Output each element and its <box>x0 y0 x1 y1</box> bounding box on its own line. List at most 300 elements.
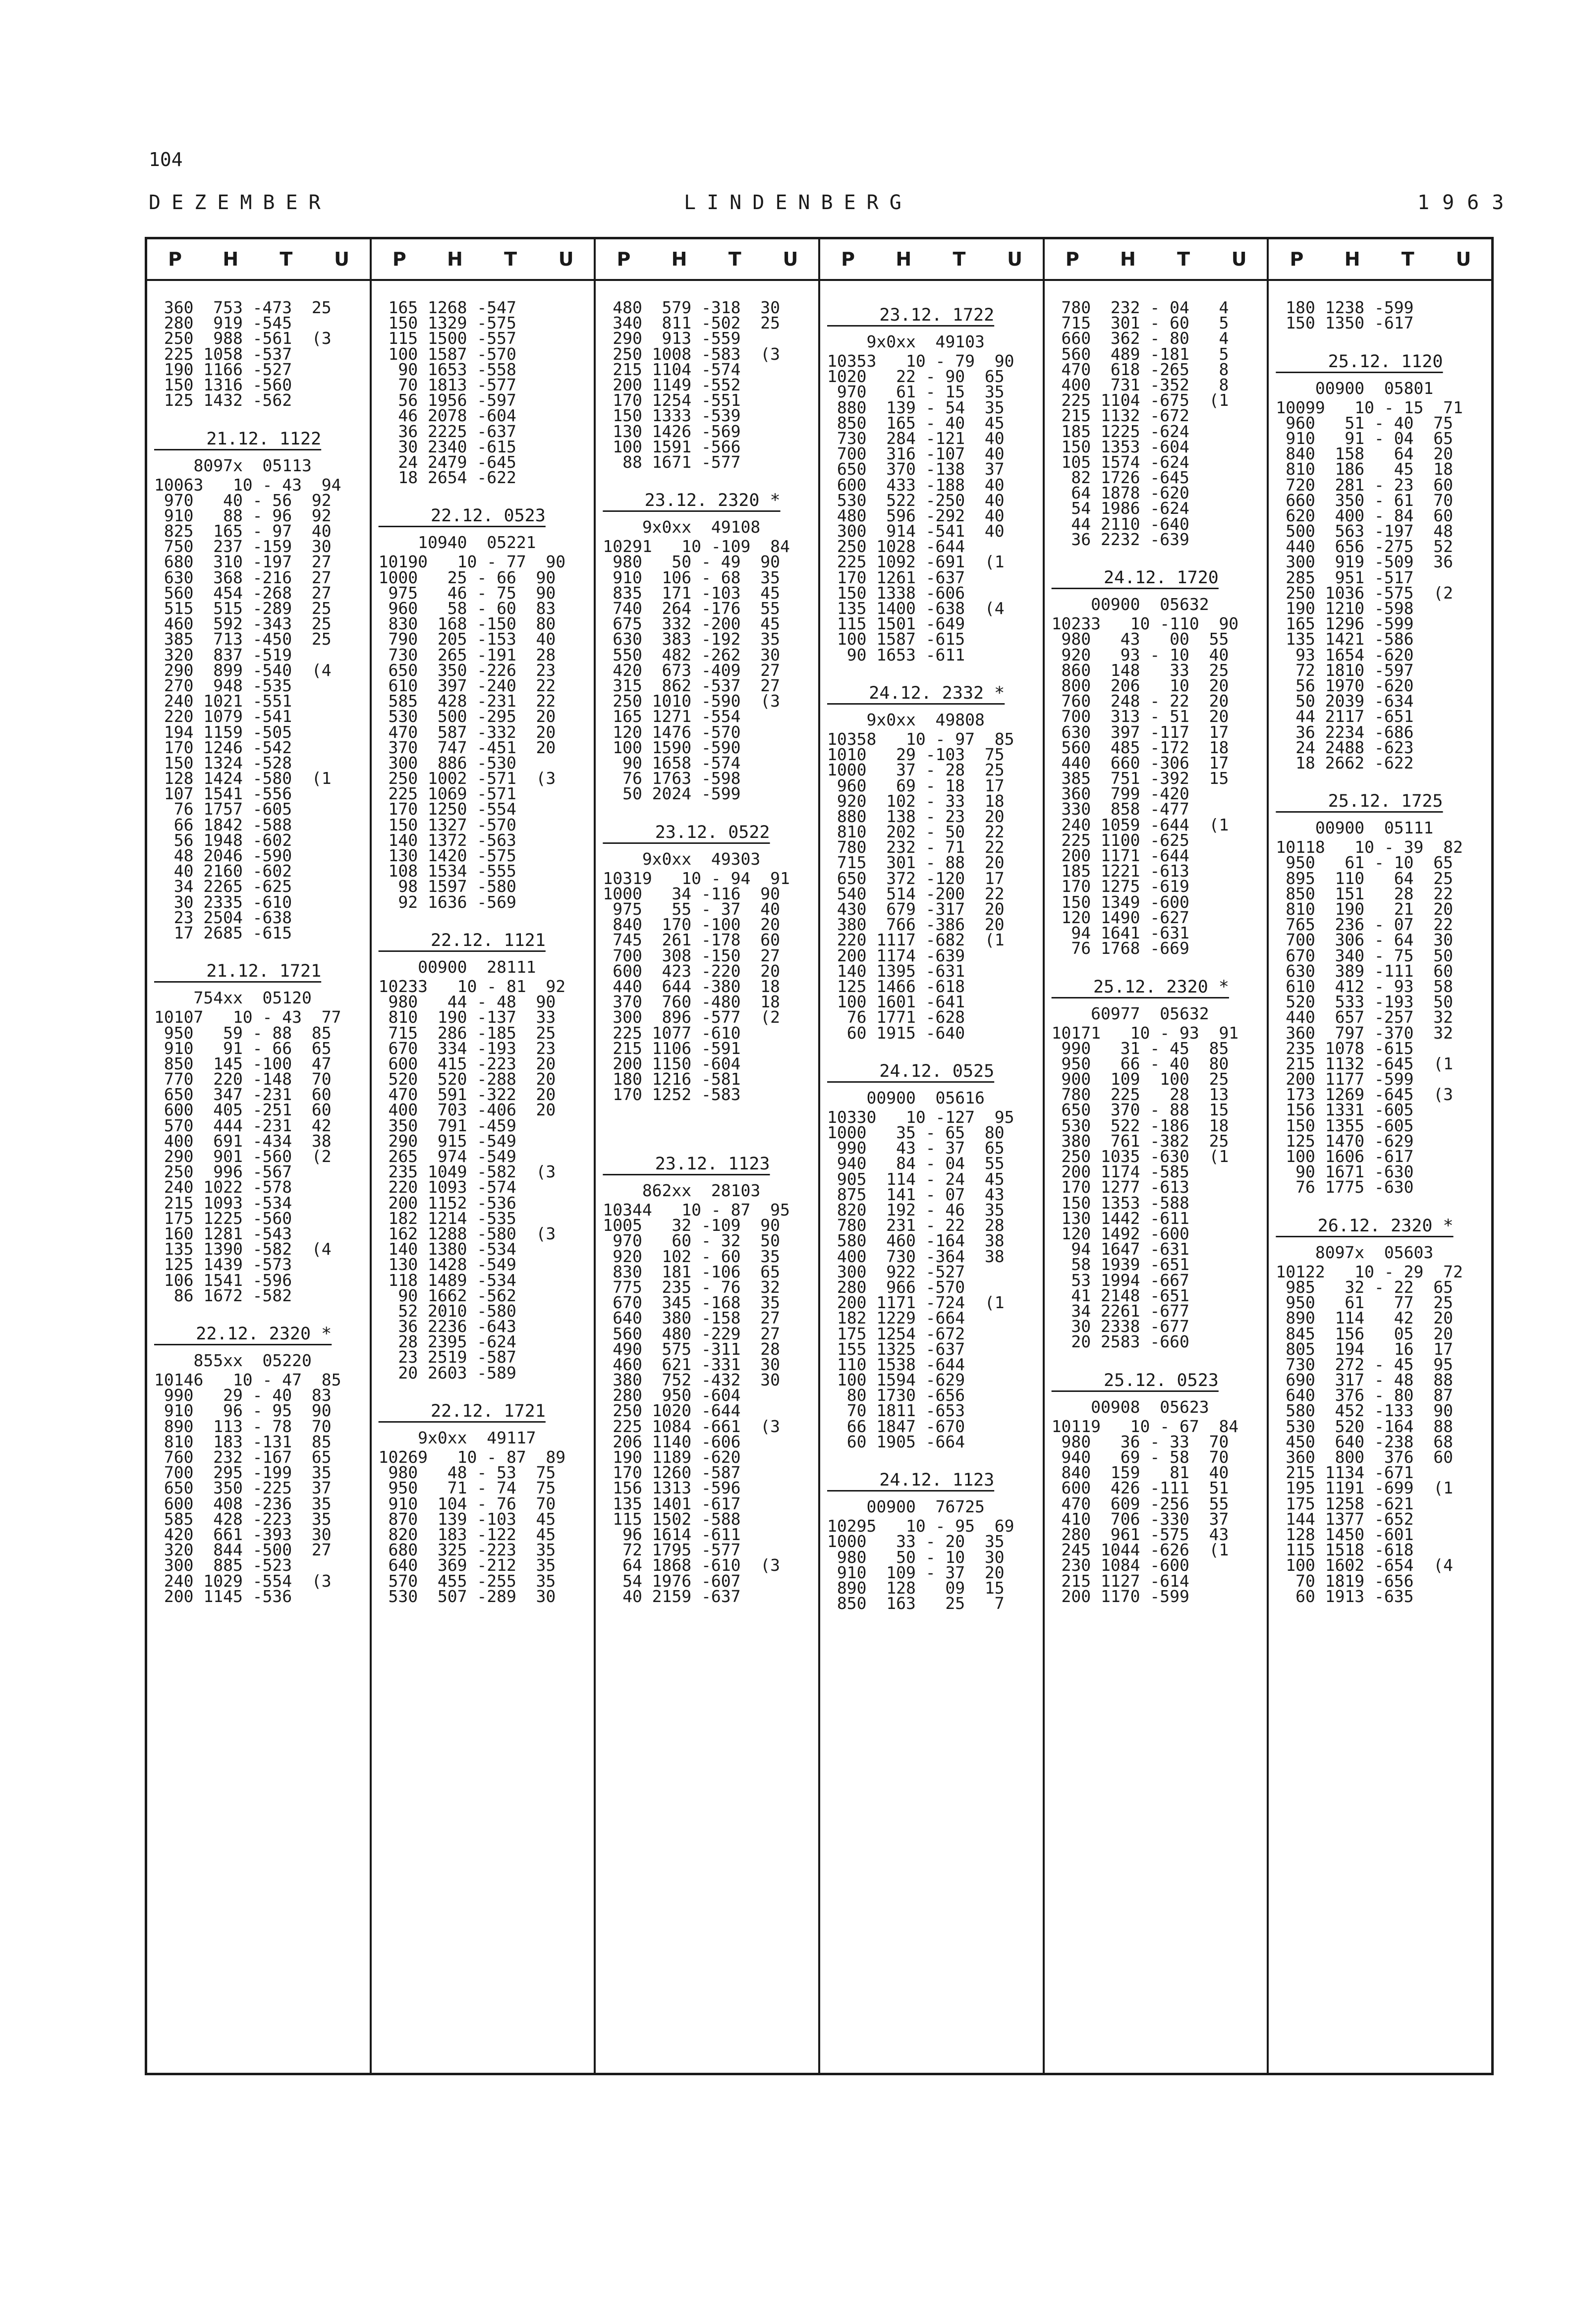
data-row: 820 183 -122 45 <box>378 1524 556 1544</box>
data-row: 560 454 -268 27 <box>154 583 332 603</box>
data-row: 150 1350 -617 <box>1276 313 1414 333</box>
data-row: 10118 10 - 39 82 <box>1276 837 1463 857</box>
data-row: 200 1145 -536 <box>154 1586 292 1606</box>
data-row: 530 507 -289 30 <box>378 1586 556 1606</box>
data-row: 290 901 -560 (2 <box>154 1147 332 1166</box>
data-row: 585 428 -231 22 <box>378 691 556 711</box>
station-id: 9x0xx 49108 <box>603 517 761 537</box>
data-row: 470 591 -322 20 <box>378 1085 556 1105</box>
spacer <box>827 663 1036 678</box>
data-row: 890 128 09 15 <box>827 1578 1005 1598</box>
spacer <box>1052 1349 1260 1365</box>
data-row: 66 1842 -588 <box>154 815 292 834</box>
data-row: 460 621 -331 30 <box>603 1354 780 1374</box>
data-row: 162 1288 -580 (3 <box>378 1223 556 1243</box>
data-row: 315 862 -537 27 <box>603 675 780 695</box>
data-row: 72 1795 -577 <box>603 1540 741 1560</box>
data-row: 985 32 - 22 65 <box>1276 1277 1453 1297</box>
data-row: 1020 22 - 90 65 <box>827 367 1005 387</box>
data-row: 40 2160 -602 <box>154 861 292 881</box>
spacer <box>1276 1195 1484 1211</box>
data-row: 10319 10 - 94 91 <box>603 868 790 888</box>
data-row: 150 1355 -605 <box>1276 1115 1414 1135</box>
data-row: 440 644 -380 18 <box>603 976 780 996</box>
data-row: 90 1662 -562 <box>378 1285 516 1305</box>
data-row: 10122 10 - 29 72 <box>1276 1262 1463 1281</box>
data-row: 890 114 42 20 <box>1276 1308 1453 1328</box>
data-row: 600 426 -111 51 <box>1051 1478 1229 1498</box>
sounding-header: 24.12. 0525 <box>827 1061 995 1081</box>
spacer <box>603 801 811 817</box>
data-row: 895 110 64 25 <box>1276 868 1453 888</box>
data-row: 76 1768 -669 <box>1051 939 1189 958</box>
data-row: 850 163 25 7 <box>827 1594 1005 1613</box>
data-row: 940 69 - 58 70 <box>1051 1447 1229 1467</box>
data-row: 18 2662 -622 <box>1276 753 1414 773</box>
data-row: 240 1059 -644 (1 <box>1051 815 1229 834</box>
data-row: 250 1035 -630 (1 <box>1051 1147 1229 1166</box>
data-row: 190 1166 -527 <box>154 359 292 379</box>
data-row: 185 1225 -624 <box>1051 421 1189 441</box>
data-row: 215 1132 -645 (1 <box>1276 1053 1453 1073</box>
data-row: 730 272 - 45 95 <box>1276 1354 1453 1374</box>
data-row: 100 1591 -566 <box>603 437 741 456</box>
data-row: 640 369 -212 35 <box>378 1555 556 1575</box>
data-row: 200 1174 -639 <box>827 945 965 965</box>
column-header-label: U <box>1231 248 1247 270</box>
sounding-header: 25.12. 0523 <box>1051 1370 1219 1390</box>
spacer <box>379 485 587 500</box>
data-row: 125 1432 -562 <box>154 390 292 410</box>
data-row: 600 433 -188 40 <box>827 475 1005 495</box>
data-row: 50 2024 -599 <box>603 784 741 804</box>
data-row: 90 1658 -574 <box>603 753 741 773</box>
data-row: 115 1500 -557 <box>378 329 516 348</box>
data-row: 530 520 -164 88 <box>1276 1416 1453 1436</box>
data-row: 875 141 - 07 43 <box>827 1184 1005 1204</box>
data-row: 130 1420 -575 <box>378 846 516 865</box>
data-row: 400 730 -364 38 <box>827 1246 1005 1266</box>
data-row: 650 350 -225 37 <box>154 1478 332 1498</box>
data-row: 225 1069 -571 <box>378 784 516 804</box>
data-row: 870 139 -103 45 <box>378 1509 556 1529</box>
sounding-data-table <box>145 237 1494 2075</box>
column-header <box>596 239 818 281</box>
data-row: 170 1254 -551 <box>603 390 741 410</box>
data-row: 910 96 - 95 90 <box>154 1401 332 1421</box>
data-row: 180 1238 -599 <box>1276 298 1414 317</box>
station-id: 9x0xx 49808 <box>827 710 985 729</box>
data-row: 82 1726 -645 <box>1051 468 1189 488</box>
data-row: 150 1333 -539 <box>603 406 741 426</box>
data-row: 30 2335 -610 <box>154 892 292 912</box>
data-row: 970 61 - 15 35 <box>827 382 1005 402</box>
data-row: 300 896 -577 (2 <box>603 1007 780 1027</box>
data-row: 570 444 -231 42 <box>154 1115 332 1135</box>
data-row: 10171 10 - 93 91 <box>1051 1023 1239 1043</box>
data-row: 36 2236 -643 <box>378 1317 516 1336</box>
data-row: 340 811 -502 25 <box>603 313 780 333</box>
sounding-header: 23.12. 1722 <box>827 305 995 325</box>
data-row: 170 1261 -637 <box>827 567 965 587</box>
data-row: 105 1574 -624 <box>1051 452 1189 472</box>
column-header-label: U <box>783 248 798 270</box>
data-row: 165 1271 -554 <box>603 707 741 726</box>
data-row: 76 1771 -628 <box>827 1007 965 1027</box>
data-row: 830 168 -150 80 <box>378 614 556 634</box>
data-row: 910 104 - 76 70 <box>378 1494 556 1513</box>
data-row: 700 306 - 64 30 <box>1276 930 1453 950</box>
data-row: 1000 35 - 65 80 <box>827 1123 1005 1143</box>
data-row: 60 1905 -664 <box>827 1432 965 1451</box>
data-row: 206 1140 -606 <box>603 1432 741 1451</box>
spacer <box>379 910 587 925</box>
table-column <box>1045 239 1269 2073</box>
spacer <box>154 941 363 956</box>
data-row: 630 383 -192 35 <box>603 629 780 649</box>
table-column <box>596 239 820 2073</box>
column-header-label: T <box>953 248 966 270</box>
data-row: 225 1092 -691 (1 <box>827 552 1005 572</box>
data-row: 115 1501 -649 <box>827 614 965 634</box>
data-row: 780 232 - 04 4 <box>1051 298 1229 317</box>
data-row: 135 1401 -617 <box>603 1494 741 1513</box>
data-row: 975 46 - 75 90 <box>378 583 556 603</box>
data-row: 880 139 - 54 35 <box>827 397 1005 417</box>
data-row: 30 2338 -677 <box>1051 1317 1189 1336</box>
spacer <box>1276 331 1484 346</box>
data-row: 98 1597 -580 <box>378 877 516 896</box>
data-row: 650 372 -120 17 <box>827 868 1005 888</box>
data-row: 20 2603 -589 <box>378 1363 516 1383</box>
data-row: 360 753 -473 25 <box>154 298 332 317</box>
data-row: 220 1117 -682 (1 <box>827 930 1005 950</box>
data-row: 76 1775 -630 <box>1276 1177 1414 1197</box>
table-column <box>1269 239 1491 2073</box>
data-row: 905 114 - 24 45 <box>827 1169 1005 1189</box>
table-column <box>820 239 1045 2073</box>
data-row: 56 1956 -597 <box>378 390 516 410</box>
data-row: 240 1021 -551 <box>154 691 292 711</box>
data-row: 420 661 -393 30 <box>154 1524 332 1544</box>
column-header-label: P <box>1065 248 1079 270</box>
column-header-label: T <box>280 248 293 270</box>
data-row: 250 1020 -644 <box>603 1401 741 1421</box>
data-row: 940 84 - 04 55 <box>827 1154 1005 1173</box>
data-row: 17 2685 -615 <box>154 923 292 942</box>
sounding-header: 26.12. 2320 * <box>1276 1216 1454 1236</box>
station-id: 9x0xx 49303 <box>603 849 761 869</box>
data-row: 20 2583 -660 <box>1051 1332 1189 1352</box>
data-row: 285 951 -517 <box>1276 567 1414 587</box>
data-row: 680 325 -223 35 <box>378 1540 556 1560</box>
data-row: 350 791 -459 <box>378 1115 516 1135</box>
data-row: 500 563 -197 48 <box>1276 521 1453 541</box>
data-row: 950 61 77 25 <box>1276 1293 1453 1313</box>
data-row: 675 332 -200 45 <box>603 614 780 634</box>
data-row: 530 522 -186 18 <box>1051 1115 1229 1135</box>
data-row: 730 265 -191 28 <box>378 645 556 664</box>
data-row: 110 1538 -644 <box>827 1354 965 1374</box>
data-row: 160 1281 -543 <box>154 1223 292 1243</box>
data-row: 520 533 -193 50 <box>1276 992 1453 1012</box>
data-row: 980 36 - 33 70 <box>1051 1432 1229 1451</box>
column-header-label: U <box>558 248 574 270</box>
data-row: 370 747 -451 20 <box>378 737 556 757</box>
data-row: 670 345 -168 35 <box>603 1293 780 1313</box>
data-row: 765 236 - 07 22 <box>1276 915 1453 935</box>
data-row: 215 1134 -671 <box>1276 1463 1414 1483</box>
column-header-label: T <box>728 248 741 270</box>
data-row: 580 460 -164 38 <box>827 1231 1005 1251</box>
data-row: 200 1171 -724 (1 <box>827 1293 1005 1313</box>
data-row: 860 148 33 25 <box>1051 660 1229 680</box>
column-header <box>1045 239 1267 281</box>
data-row: 960 51 - 40 75 <box>1276 413 1453 433</box>
data-row: 34 2265 -625 <box>154 877 292 896</box>
data-row: 36 2232 -639 <box>1051 529 1189 549</box>
data-row: 245 1044 -626 (1 <box>1051 1540 1229 1560</box>
station-id: 855xx 05220 <box>154 1351 312 1371</box>
sounding-header: 21.12. 1122 <box>154 429 322 449</box>
data-row: 600 405 -251 60 <box>154 1100 332 1120</box>
data-row: 94 1641 -631 <box>1051 923 1189 942</box>
data-row: 70 1811 -653 <box>827 1401 965 1421</box>
data-row: 150 1316 -560 <box>154 375 292 394</box>
data-row: 1000 37 - 28 25 <box>827 760 1005 780</box>
station-id: 60977 05632 <box>1051 1003 1209 1023</box>
column-header-label: T <box>1177 248 1190 270</box>
data-row: 165 1296 -599 <box>1276 614 1414 634</box>
column-body <box>820 281 1043 1611</box>
data-row: 60 1913 -635 <box>1276 1586 1414 1606</box>
data-row: 140 1395 -631 <box>827 961 965 981</box>
data-row: 560 480 -229 27 <box>603 1324 780 1343</box>
data-row: 410 706 -330 37 <box>1051 1509 1229 1529</box>
sounding-header: 25.12. 2320 * <box>1051 977 1229 997</box>
spacer <box>827 1041 1036 1056</box>
sounding-header: 22.12. 0523 <box>378 506 546 526</box>
data-row: 480 579 -318 30 <box>603 298 780 317</box>
data-row: 650 347 -231 60 <box>154 1085 332 1105</box>
data-row: 170 1275 -619 <box>1051 877 1189 896</box>
data-row: 10099 10 - 15 71 <box>1276 397 1463 417</box>
station-id: 00900 05111 <box>1276 818 1434 838</box>
data-row: 810 190 21 20 <box>1276 899 1453 919</box>
sounding-header: 22.12. 1721 <box>378 1401 546 1421</box>
data-row: 320 844 -500 27 <box>154 1540 332 1560</box>
data-row: 990 43 - 37 65 <box>827 1138 1005 1158</box>
data-row: 56 1948 -602 <box>154 830 292 850</box>
station-id: 8097x 05603 <box>1276 1242 1434 1262</box>
data-row: 300 885 -523 <box>154 1555 292 1575</box>
data-row: 170 1250 -554 <box>378 799 516 819</box>
data-row: 175 1258 -621 <box>1276 1494 1414 1513</box>
data-row: 250 1036 -575 (2 <box>1276 583 1453 603</box>
data-row: 910 106 - 68 35 <box>603 567 780 587</box>
data-row: 715 301 - 60 5 <box>1051 313 1229 333</box>
data-row: 745 261 -178 60 <box>603 930 780 950</box>
data-row: 1000 34 -116 90 <box>603 884 780 903</box>
column-header <box>147 239 370 281</box>
data-row: 92 1636 -569 <box>378 892 516 912</box>
data-row: 70 1813 -577 <box>378 375 516 394</box>
data-row: 920 102 - 60 35 <box>603 1246 780 1266</box>
data-row: 10358 10 - 97 85 <box>827 729 1014 749</box>
data-row: 610 397 -240 22 <box>378 675 556 695</box>
data-row: 215 1106 -591 <box>603 1038 741 1058</box>
data-row: 10233 10 -110 90 <box>1051 614 1239 634</box>
page-number: 104 <box>149 149 183 170</box>
data-row: 10353 10 - 79 90 <box>827 351 1014 371</box>
data-row: 980 50 - 49 90 <box>603 552 780 572</box>
data-row: 640 376 - 80 87 <box>1276 1385 1453 1405</box>
data-row: 200 1171 -644 <box>1051 846 1189 865</box>
data-row: 950 61 - 10 65 <box>1276 853 1453 873</box>
data-row: 125 1439 -573 <box>154 1255 292 1274</box>
data-row: 250 1028 -644 <box>827 537 965 556</box>
data-row: 850 165 - 40 45 <box>827 413 1005 433</box>
data-row: 250 996 -567 <box>154 1162 292 1182</box>
data-row: 690 317 - 48 88 <box>1276 1370 1453 1390</box>
data-row: 135 1421 -586 <box>1276 629 1414 649</box>
data-row: 520 520 -288 20 <box>378 1069 556 1089</box>
data-row: 430 679 -317 20 <box>827 899 1005 919</box>
data-row: 810 183 -131 85 <box>154 1432 332 1451</box>
data-row: 225 1100 -625 <box>1051 830 1189 850</box>
column-header-label: T <box>504 248 517 270</box>
data-row: 715 301 - 88 20 <box>827 853 1005 873</box>
data-row: 175 1254 -672 <box>827 1324 965 1343</box>
data-row: 58 1939 -651 <box>1051 1255 1189 1274</box>
data-row: 93 1654 -620 <box>1276 645 1414 664</box>
data-row: 640 380 -158 27 <box>603 1308 780 1328</box>
data-row: 845 156 05 20 <box>1276 1324 1453 1343</box>
data-row: 225 1077 -610 <box>603 1023 741 1043</box>
data-row: 740 264 -176 55 <box>603 599 780 618</box>
data-row: 620 400 - 84 60 <box>1276 505 1453 525</box>
data-row: 115 1518 -618 <box>1276 1540 1414 1560</box>
data-row: 490 575 -311 28 <box>603 1339 780 1359</box>
data-row: 52 2010 -580 <box>378 1301 516 1321</box>
data-row: 670 340 - 75 50 <box>1276 945 1453 965</box>
column-body <box>147 281 370 1604</box>
data-row: 950 59 - 88 85 <box>154 1023 332 1043</box>
data-row: 170 1252 -583 <box>603 1085 741 1105</box>
station-id: 00900 05632 <box>1051 595 1209 614</box>
column-body <box>372 281 594 1604</box>
data-row: 230 1084 -600 <box>1051 1555 1189 1575</box>
data-row: 280 961 -575 43 <box>1051 1524 1229 1544</box>
data-row: 720 281 - 23 60 <box>1276 475 1453 495</box>
column-body <box>1269 281 1491 1604</box>
data-row: 90 1653 -611 <box>827 645 965 664</box>
sounding-header: 23.12. 1123 <box>603 1154 770 1174</box>
spacer <box>603 1118 811 1133</box>
data-row: 225 1104 -675 (1 <box>1051 390 1229 410</box>
station-id: 862xx 28103 <box>603 1181 761 1200</box>
data-row: 156 1331 -605 <box>1276 1100 1414 1120</box>
data-row: 980 43 00 55 <box>1051 629 1229 649</box>
data-row: 155 1325 -637 <box>827 1339 965 1359</box>
data-row: 380 761 -382 25 <box>1051 1131 1229 1151</box>
data-row: 550 482 -262 30 <box>603 645 780 664</box>
data-row: 135 1390 -582 (4 <box>154 1239 332 1259</box>
data-row: 48 2046 -590 <box>154 846 292 865</box>
table-column <box>372 239 596 2073</box>
data-row: 170 1260 -587 <box>603 1463 741 1483</box>
data-row: 54 1976 -607 <box>603 1571 741 1591</box>
data-row: 850 145 -100 47 <box>154 1053 332 1073</box>
sounding-header: 24.12. 2332 * <box>827 683 1005 703</box>
data-row: 990 31 - 45 85 <box>1051 1038 1229 1058</box>
data-row: 440 656 -275 52 <box>1276 537 1453 556</box>
data-row: 24 2479 -645 <box>378 452 516 472</box>
data-row: 380 766 -386 20 <box>827 915 1005 935</box>
data-row: 290 915 -549 <box>378 1131 516 1151</box>
data-row: 64 1878 -620 <box>1051 483 1189 503</box>
column-body <box>1045 281 1267 1604</box>
data-row: 10330 10 -127 95 <box>827 1107 1014 1127</box>
data-row: 830 181 -106 65 <box>603 1262 780 1281</box>
data-row: 195 1191 -699 (1 <box>1276 1478 1453 1498</box>
data-row: 194 1159 -505 <box>154 722 292 742</box>
table-column <box>147 239 372 2073</box>
data-row: 190 1210 -598 <box>1276 599 1414 618</box>
data-row: 54 1986 -624 <box>1051 498 1189 518</box>
data-row: 385 751 -392 15 <box>1051 769 1229 788</box>
data-row: 440 657 -257 32 <box>1276 1007 1453 1027</box>
data-row: 610 412 - 93 58 <box>1276 976 1453 996</box>
sounding-header: 23.12. 0522 <box>603 822 770 842</box>
data-row: 150 1327 -570 <box>378 815 516 834</box>
data-row: 120 1492 -600 <box>1051 1223 1189 1243</box>
data-row: 130 1428 -549 <box>378 1255 516 1274</box>
data-row: 760 248 - 22 20 <box>1051 691 1229 711</box>
data-row: 250 1002 -571 (3 <box>378 769 556 788</box>
data-row: 360 797 -370 32 <box>1276 1023 1453 1043</box>
spacer <box>603 470 811 485</box>
sounding-header: 22.12. 2320 * <box>154 1324 332 1344</box>
data-row: 100 1594 -629 <box>827 1370 965 1390</box>
data-row: 140 1380 -534 <box>378 1239 516 1259</box>
data-row: 560 485 -172 18 <box>1051 737 1229 757</box>
data-row: 90 1671 -630 <box>1276 1162 1414 1182</box>
header-station: LINDENBERG <box>684 191 912 214</box>
data-row: 170 1277 -613 <box>1051 1177 1189 1197</box>
spacer <box>379 1381 587 1396</box>
data-row: 585 428 -223 35 <box>154 1509 332 1529</box>
sounding-header: 24.12. 1123 <box>827 1470 995 1491</box>
data-row: 28 2395 -624 <box>378 1332 516 1352</box>
data-row: 450 640 -238 68 <box>1276 1432 1453 1451</box>
data-row: 530 500 -295 20 <box>378 707 556 726</box>
data-row: 980 48 - 53 75 <box>378 1463 556 1483</box>
data-row: 300 919 -509 36 <box>1276 552 1453 572</box>
data-row: 580 452 -133 90 <box>1276 1401 1453 1421</box>
data-row: 200 1174 -585 <box>1051 1162 1189 1182</box>
data-row: 72 1810 -597 <box>1276 660 1414 680</box>
data-row: 320 837 -519 <box>154 645 292 664</box>
data-row: 182 1229 -664 <box>827 1308 965 1328</box>
data-row: 265 974 -549 <box>378 1147 516 1166</box>
data-row: 200 1152 -536 <box>378 1193 516 1213</box>
column-header-label: U <box>1007 248 1022 270</box>
header-year: 1963 <box>1417 191 1517 214</box>
data-row: 156 1313 -596 <box>603 1478 741 1498</box>
data-row: 700 308 -150 27 <box>603 945 780 965</box>
column-header-label: H <box>447 248 463 270</box>
